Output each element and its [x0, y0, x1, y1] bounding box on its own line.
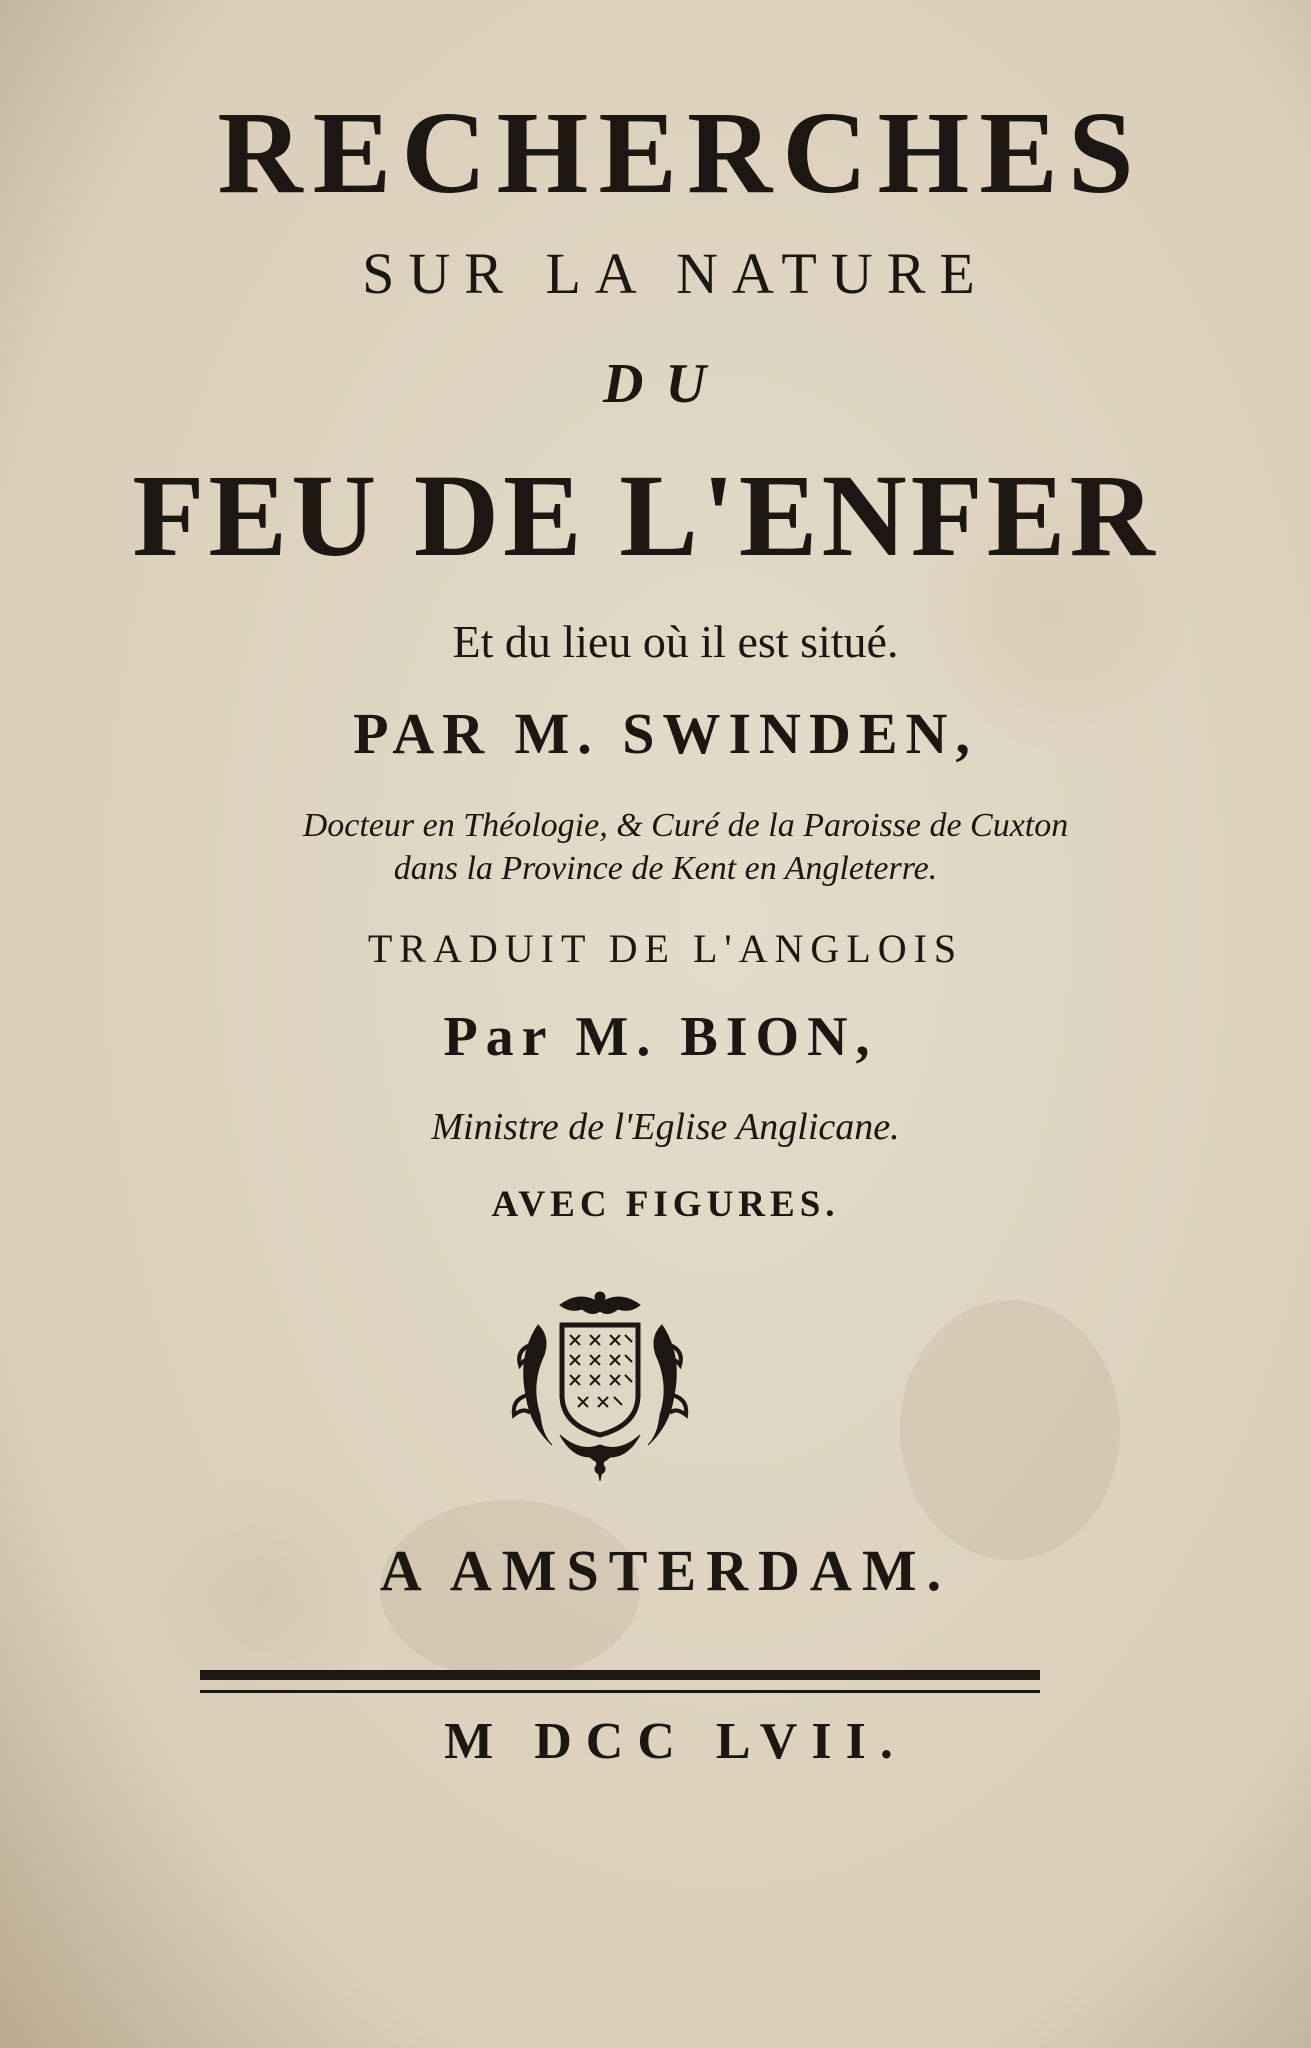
book-title: RECHERCHES: [217, 87, 1144, 218]
imprint-year: M DCC LVII.: [444, 1713, 907, 1770]
paper-stain: [900, 1300, 1120, 1560]
printers-ornament-icon: [500, 1285, 700, 1485]
double-rule-thin: [200, 1690, 1040, 1693]
translation-line: TRADUIT DE L'ANGLOIS: [367, 926, 964, 971]
translator-description: Ministre de l'Eglise Anglicane.: [431, 1106, 900, 1148]
figures-note: AVEC FIGURES.: [491, 1184, 840, 1225]
author-description-1: Docteur en Théologie, & Curé de la Paroisse de Cuxton: [302, 807, 1069, 844]
subtitle-line-2: DU: [603, 353, 728, 415]
double-rule-thick: [200, 1670, 1040, 1680]
author-line: [10, 700, 1311, 767]
subtitle-line-1: SUR LA NATURE: [362, 241, 989, 306]
subtitle-line-3: FEU DE L'ENFER: [132, 450, 1159, 581]
imprint-place: A AMSTERDAM.: [379, 1538, 952, 1603]
author-description-2: dans la Province de Kent en Angleterre.: [393, 850, 938, 887]
translator-line: Par M. BION,: [443, 1006, 878, 1068]
subtitle-line-4: Et du lieu où il est situé.: [452, 616, 899, 667]
author-name: PAR M. SWINDEN,: [353, 701, 978, 766]
